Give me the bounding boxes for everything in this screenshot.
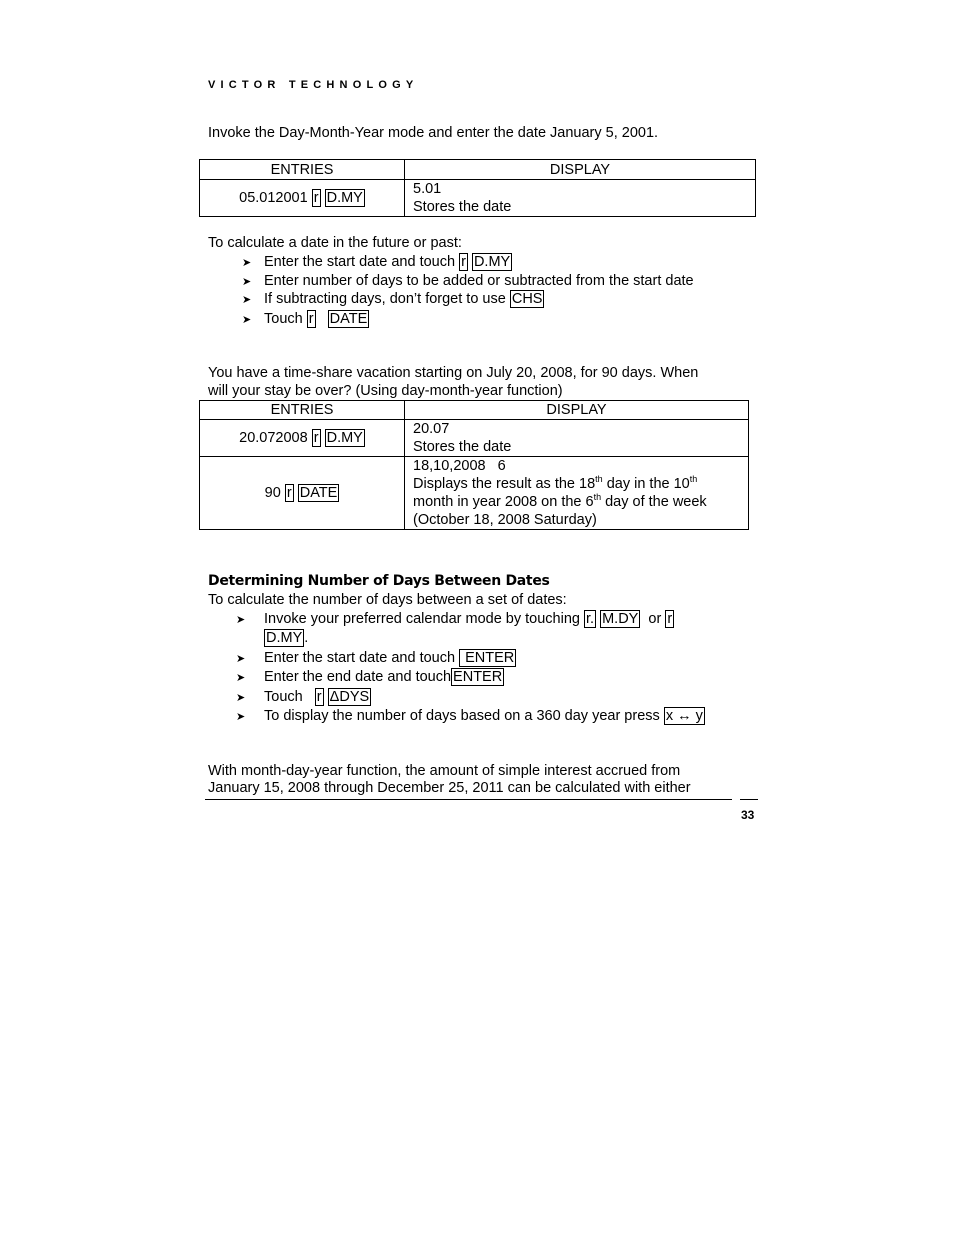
closing-line-1: With month-day-year function, the amount of simple interest accrued from [208,763,681,779]
example-line-2: will your stay be over? (Using day-month-year function) [208,383,563,399]
running-header: VICTOR TECHNOLOGY [208,79,419,91]
list-item-continuation: D.MY . [266,630,309,646]
entry-value: 05.012001 [239,190,308,206]
list-item: ➤ Touch r DATE [242,311,368,327]
table-header-display: DISPLAY [405,401,749,420]
entry-cell [200,180,405,217]
arrow-bullet-icon: ➤ [242,276,252,288]
table-row [200,457,749,530]
display-cell [405,180,756,217]
arrow-bullet-icon: ➤ [242,257,252,269]
display-note: Stores the date [413,199,512,215]
key-r: r [667,611,673,627]
page-number: 33 [741,808,755,822]
entry-cell [200,420,405,457]
table-row [200,420,749,457]
key-delta-dys: ΔDYS [329,689,370,705]
key-r: r [316,689,322,705]
list-item: ➤ Enter the end date and touch ENTER [236,669,503,685]
table-header-entries: ENTRIES [200,401,405,420]
table-entries-display-1 [199,159,756,217]
key-date: DATE [299,485,338,501]
key-r: r [308,311,314,327]
list-item: ➤ If subtracting days, don’t forget to use CHS [242,291,543,307]
display-cell [405,420,749,457]
arrow-bullet-icon: ➤ [236,692,246,704]
section-heading: Determining Number of Days Between Dates [208,573,550,589]
display-note: month in year 2008 on the 6th day of the week [413,492,707,510]
footer-rule [205,799,732,800]
table-header-entries: ENTRIES [200,160,405,180]
arrow-bullet-icon: ➤ [236,711,246,723]
entry-value: 20.072008 [239,430,308,446]
key-dmy: D.MY [326,190,363,206]
closing-line-2: January 15, 2008 through December 25, 2011 can be calculated with either [208,780,691,796]
key-x-swap-y: x ↔ y [665,708,703,724]
list-item: ➤ Invoke your preferred calendar mode by touching r. M.DY or r [236,611,673,627]
key-dmy: D.MY [266,630,303,646]
entry-value: 90 [264,485,281,501]
footer-rule-short [740,799,758,800]
display-value: 18,10,2008 6 [413,458,506,474]
arrow-bullet-icon: ➤ [242,294,252,306]
key-dmy: D.MY [326,430,363,446]
arrow-bullet-icon: ➤ [236,614,246,626]
table-entries-display-2 [199,400,749,530]
key-r: r. [586,611,595,627]
entry-cell [200,457,405,530]
section-intro: To calculate the number of days between a set of dates: [208,592,567,608]
display-cell [405,457,749,530]
display-note: Displays the result as the 18th day in the 10th [413,474,698,492]
arrow-bullet-icon: ➤ [242,314,252,326]
key-enter: ENTER [461,650,515,666]
display-note: Stores the date [413,439,512,455]
display-value: 5.01 [413,181,442,197]
key-dmy: D.MY [473,254,511,270]
key-date: DATE [329,311,368,327]
key-mdy: M.DY [602,611,639,627]
list-item: ➤ Touch r ΔDYS [236,689,370,705]
example-line-1: You have a time-share vacation starting on July 20, 2008, for 90 days. When [208,365,699,381]
arrow-bullet-icon: ➤ [236,672,246,684]
display-note: (October 18, 2008 Saturday) [413,512,597,528]
key-r: r [313,190,319,206]
key-r: r [313,430,319,446]
list-item: ➤ Enter the start date and touch r D.MY [242,254,511,270]
key-r: r [286,485,292,501]
display-value: 20.07 [413,421,450,437]
list-item: ➤ To display the number of days based on a 360 day year press x ↔ y [236,708,703,724]
calc-intro: To calculate a date in the future or past: [208,235,462,251]
key-enter: ENTER [453,669,503,685]
key-r: r [461,254,466,270]
arrow-bullet-icon: ➤ [236,653,246,665]
key-chs: CHS [511,291,543,307]
list-item: ➤ Enter the start date and touch ENTER [236,650,515,666]
list-item: ➤ Enter number of days to be added or subtracted from the start date [242,273,694,289]
table-header-display: DISPLAY [405,160,756,180]
table-row [200,180,756,217]
intro-text: Invoke the Day-Month-Year mode and enter the date January 5, 2001. [208,125,659,141]
